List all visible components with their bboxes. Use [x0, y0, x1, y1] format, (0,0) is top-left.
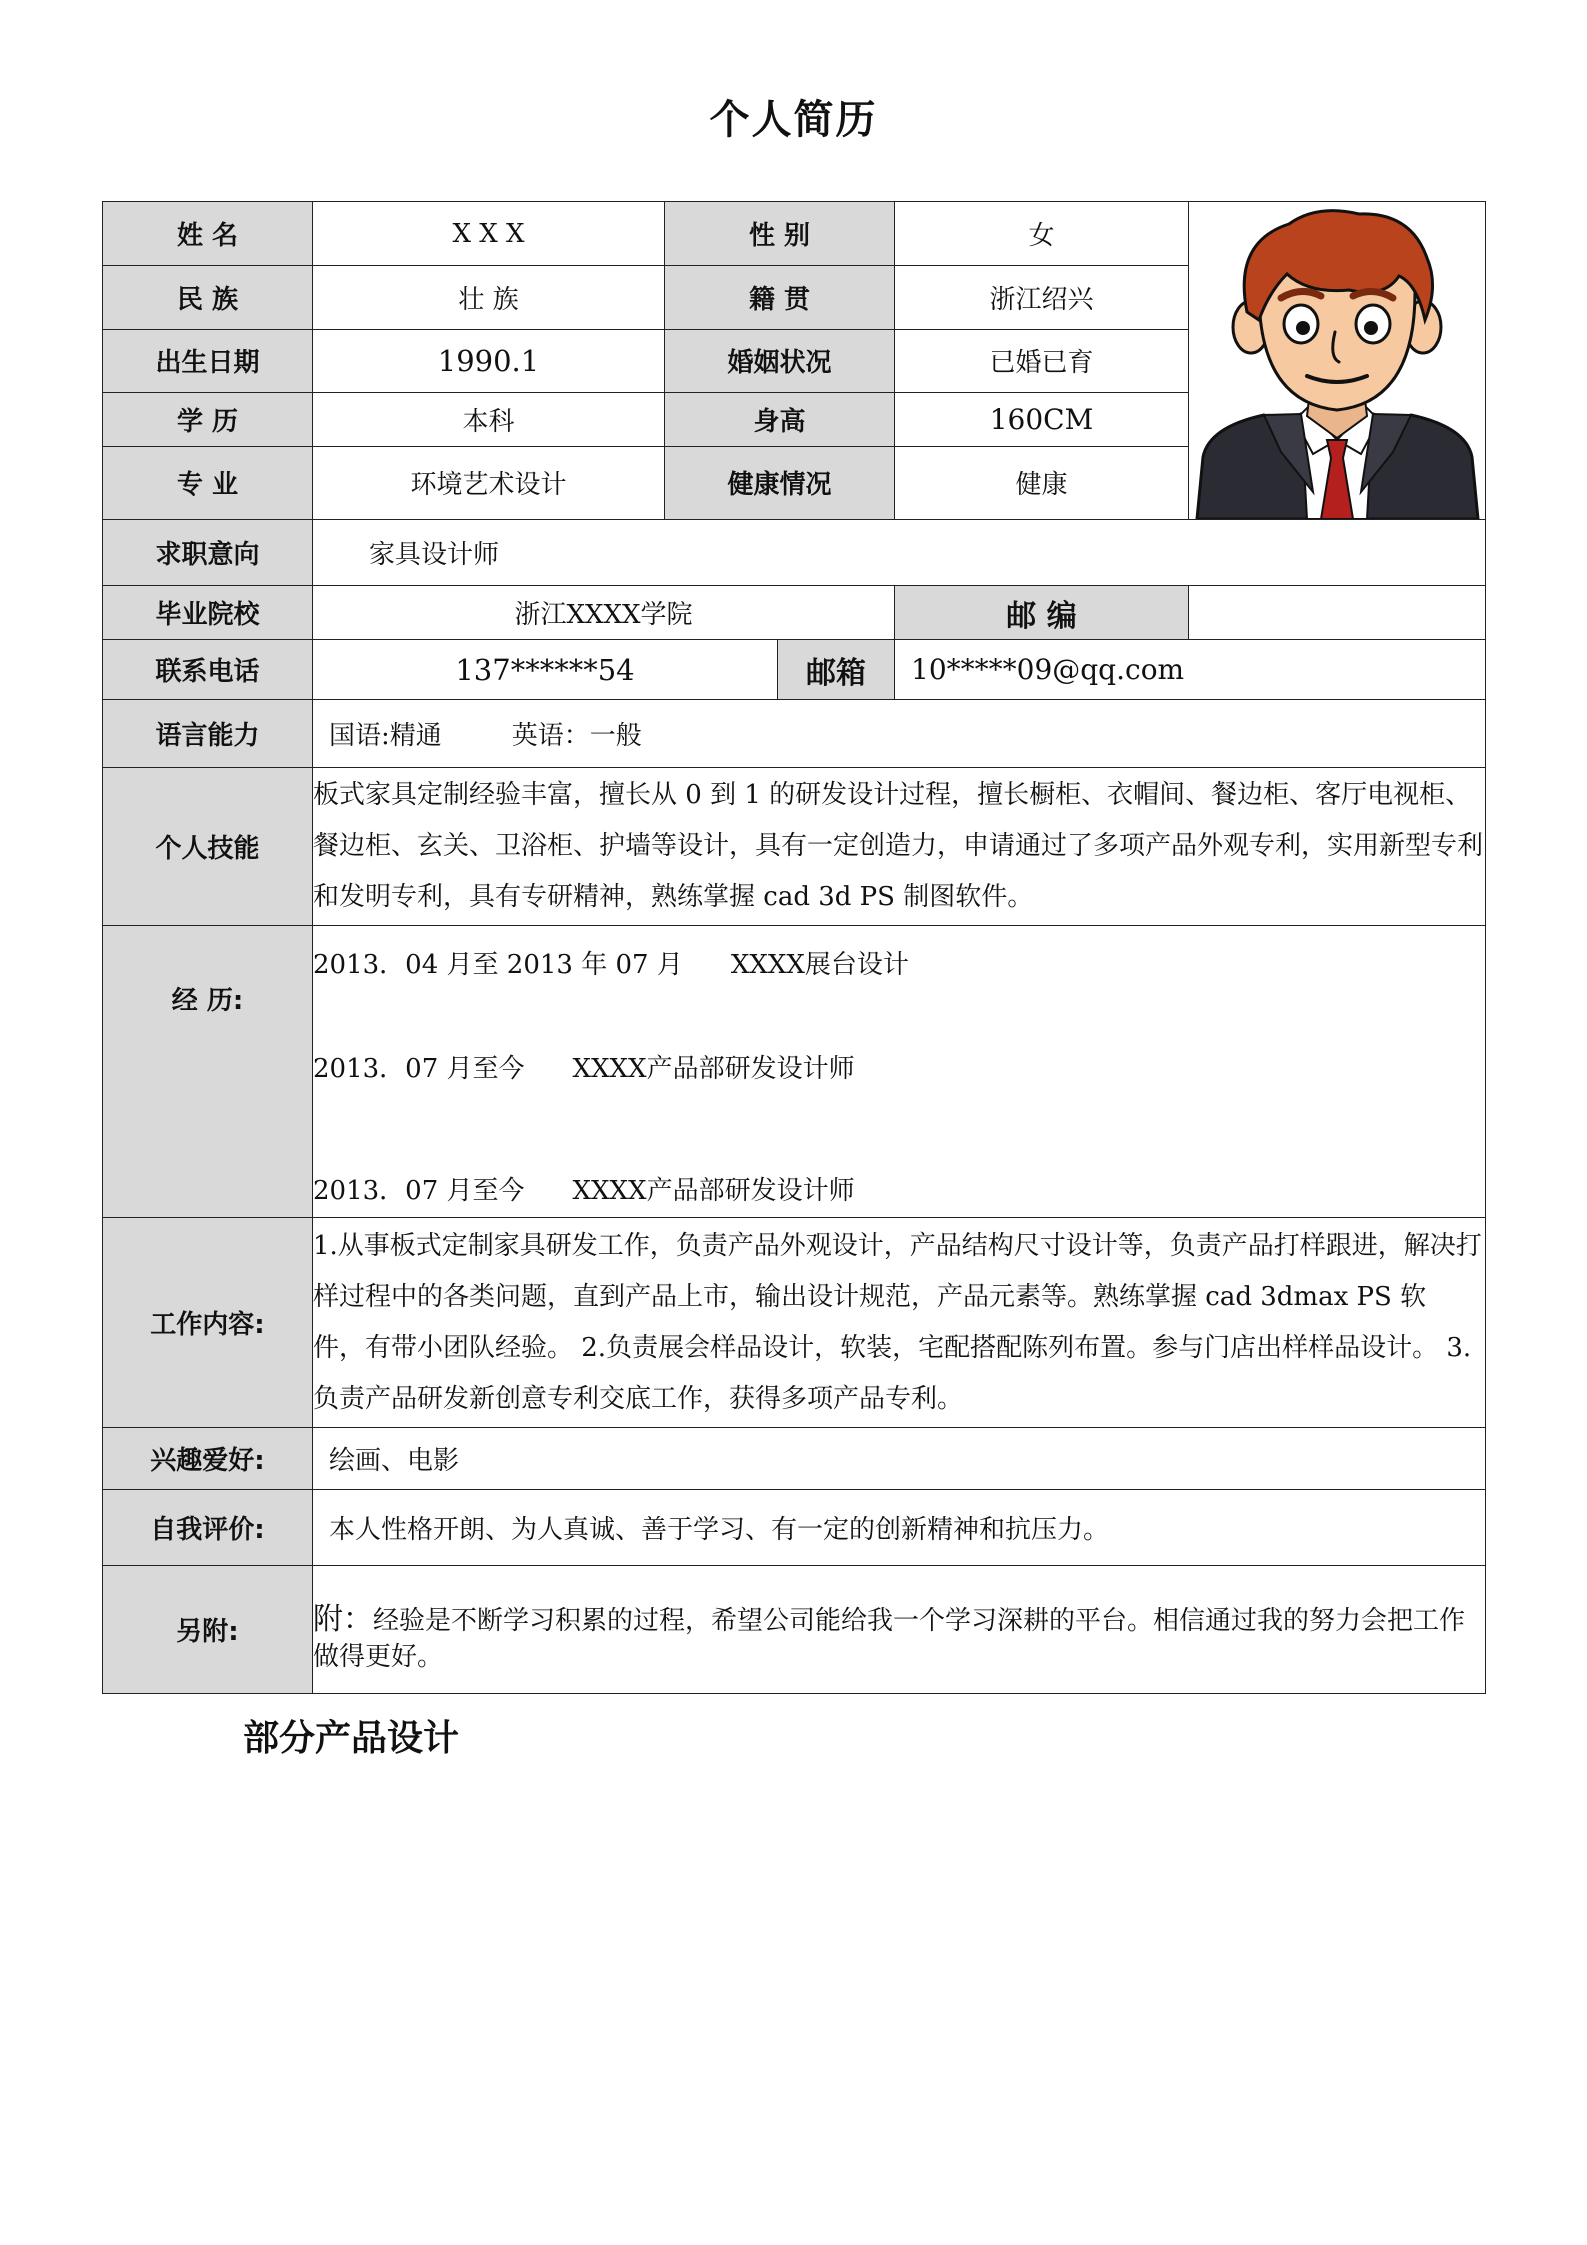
height-label: 身高 — [665, 392, 895, 446]
experience-label: 经 历: — [103, 926, 313, 1218]
row-hobby — [103, 1428, 1486, 1490]
row-skills — [103, 768, 1486, 926]
experience-item — [313, 939, 1485, 991]
work-text: 1.从事板式定制家具研发工作，负责产品外观设计，产品结构尺寸设计等，负责产品打样跟进，解决打样过程中的各类问题，直到产品上市，输出设计规范，产品元素等。熟练掌握 cad 3dmax PS 软 件，有带小团队经验。 2.负责展会样品设计，软装，宅配搭配陈列布置。参与门店出样样品设计。 3.负责产品研发新创意专利交底工作，获得多项产品专利。 — [313, 1218, 1486, 1428]
marital-value: 已婚已育 — [895, 330, 1189, 392]
gender-label: 性 别 — [665, 202, 895, 266]
skills-label: 个人技能 — [103, 768, 313, 926]
extra-text: 经验是不断学习积累的过程，希望公司能给我一个学习深耕的平台。相信通过我的努力会把工作做得更好。 — [313, 1606, 1466, 1672]
health-value: 健康 — [895, 446, 1189, 519]
row-self-eval — [103, 1490, 1486, 1566]
gender-value: 女 — [895, 202, 1189, 266]
phone-label: 联系电话 — [103, 640, 313, 700]
work-label: 工作内容: — [103, 1218, 313, 1428]
row-experience — [103, 926, 1486, 1218]
education-label: 学 历 — [103, 392, 313, 446]
phone-value: 137******54 — [313, 640, 778, 700]
postcode-label: 邮 编 — [895, 586, 1189, 640]
height-value: 160CM — [895, 392, 1189, 446]
hobby-label: 兴趣爱好: — [103, 1428, 313, 1490]
marital-label: 婚姻状况 — [665, 330, 895, 392]
birth-value: 1990.1 — [313, 330, 665, 392]
row-work — [103, 1218, 1486, 1428]
row-name — [103, 202, 1486, 266]
experience-period: 2013．04 月至 2013 年 07 月 — [313, 949, 683, 980]
major-label: 专 业 — [103, 446, 313, 519]
school-value: 浙江XXXX学院 — [313, 586, 895, 640]
native-place-value: 浙江绍兴 — [895, 266, 1189, 330]
name-label: 姓 名 — [103, 202, 313, 266]
experience-period: 2013．07 月至今 — [313, 1175, 525, 1206]
native-place-label: 籍 贯 — [665, 266, 895, 330]
cartoon-man-avatar-icon — [1189, 202, 1486, 519]
experience-item — [313, 1043, 1485, 1095]
row-extra — [103, 1566, 1486, 1694]
row-school — [103, 586, 1486, 640]
hobby-value: 绘画、电影 — [313, 1428, 1486, 1490]
language-english: 英语：一般 — [511, 721, 642, 751]
row-phone — [103, 640, 1486, 700]
section-title: 部分产品设计 — [243, 1718, 460, 1759]
experience-role: XXXX展台设计 — [730, 949, 909, 980]
language-label: 语言能力 — [103, 700, 313, 768]
row-job-intent — [103, 520, 1486, 586]
name-value: X X X — [313, 202, 665, 266]
row-language — [103, 700, 1486, 768]
self-eval-value: 本人性格开朗、为人真诚、善于学习、有一定的创新精神和抗压力。 — [313, 1490, 1486, 1566]
postcode-value — [1189, 586, 1486, 640]
self-eval-label: 自我评价: — [103, 1490, 313, 1566]
language-mandarin: 国语:精通 — [329, 721, 442, 751]
extra-text-cell — [313, 1566, 1486, 1694]
birth-label: 出生日期 — [103, 330, 313, 392]
email-label: 邮箱 — [778, 640, 895, 700]
email-value: 10*****09@qq.com — [895, 640, 1486, 700]
experience-period: 2013．07 月至今 — [313, 1053, 525, 1084]
photo-cell — [1189, 202, 1486, 520]
experience-item — [313, 1165, 1485, 1217]
major-value: 环境艺术设计 — [313, 446, 665, 519]
job-intent-label: 求职意向 — [103, 520, 313, 586]
experience-role: XXXX产品部研发设计师 — [572, 1053, 855, 1084]
page-title: 个人简历 — [709, 97, 878, 143]
job-intent-value: 家具设计师 — [313, 520, 1486, 586]
health-label: 健康情况 — [665, 446, 895, 519]
school-label: 毕业院校 — [103, 586, 313, 640]
extra-prefix: 附： — [313, 1602, 373, 1637]
experience-list — [313, 926, 1486, 1218]
language-value — [313, 700, 1486, 768]
ethnicity-value: 壮 族 — [313, 266, 665, 330]
extra-label: 另附: — [103, 1566, 313, 1694]
skills-text: 板式家具定制经验丰富，擅长从 0 到 1 的研发设计过程，擅长橱柜、衣帽间、餐边柜、客厅电视柜、餐边柜、玄关、卫浴柜、护墙等设计，具有一定创造力，申请通过了多项产品外观专利，实用新型专利和发明专利，具有专研精神，熟练掌握 cad 3d PS 制图软件。 — [313, 768, 1486, 926]
education-value: 本科 — [313, 392, 665, 446]
experience-role: XXXX产品部研发设计师 — [572, 1175, 855, 1206]
ethnicity-label: 民 族 — [103, 266, 313, 330]
resume-table — [102, 201, 1486, 1694]
